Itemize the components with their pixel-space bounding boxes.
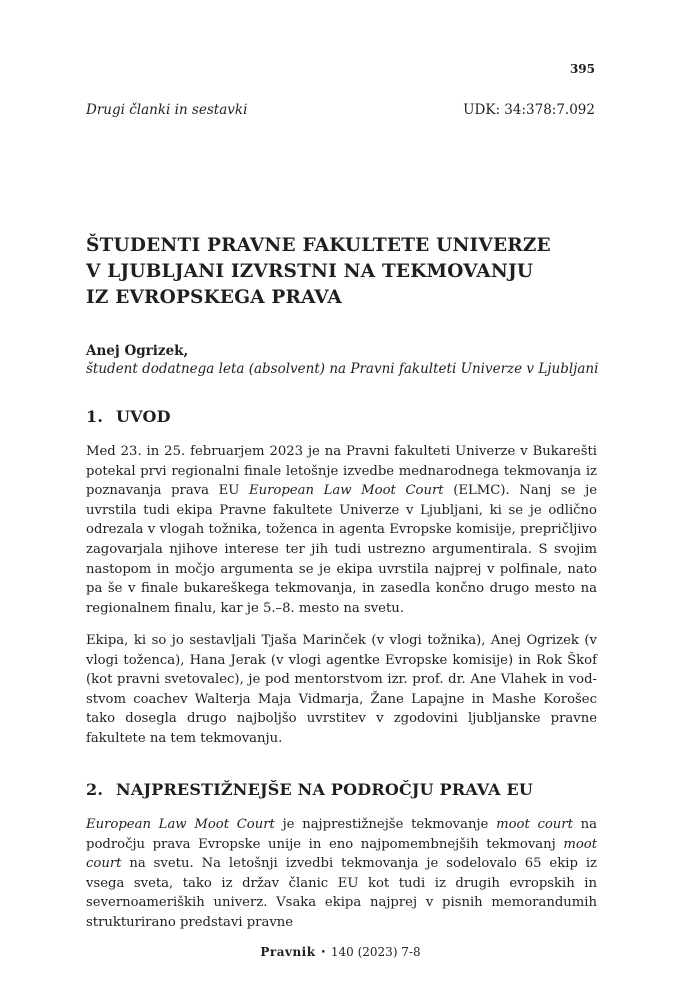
section-number: 2. [86,780,104,799]
title-line: V LJUBLJANI IZVRSTNI NA TEKMOVANJU [86,261,534,282]
italic-term: European Law Moot Court [249,483,444,499]
section-heading-2 [86,780,533,799]
running-header-udk: UDK: 34:378:7.092 [463,102,595,118]
paragraph [86,815,597,933]
article-title [86,233,606,311]
section-number: 1. [86,407,104,426]
title-line: ŠTUDENTI PRAVNE FAKULTETE UNIVERZE [86,235,551,256]
italic-term: moot court [496,817,573,832]
journal-name: Pravnik [260,945,316,959]
page-footer [0,945,681,959]
footer-separator: • [320,948,326,958]
title-line: IZ EVROPSKEGA PRAVA [86,287,342,308]
text-run: Med 23. in 25. februarjem 2023 je na Pravni fakulteti Univerze v Bukarešti potekal prvi regionalni finale letošnje izvedbe mednarodnega tekmovanja iz poznavanja prava EU [86,444,597,499]
text-run: Ekipa, ki so jo sestavljali Tjaša Marinček (v vlogi tožnika), Anej Ogrizek (v vlogi toženca), Hana Jerak (v vlogi agentke Evropske komisije) in Rok Škof (kot pravni svetovalec), je pod mentorstvom izr. prof. dr. Ane Vlahek in vodstvom coachev Walterja Maja Vidmarja, Žane Lapajne in Mashe Korošec tako dosegla drugo najboljšo uvrstitev v zgodovini ljubljanske pravne fakultete na tem tekmovanju. [86,633,597,746]
italic-term: European Law Moot Court [86,817,275,832]
text-run: na svetu. Na letošnji izvedbi tekmovanja je sodelovalo 65 ekip iz vsega sveta, tako iz držav članic EU kot tudi iz drugih evropskih in severnoameriških univerz. Vsaka ekipa najprej v pisnih memorandumih strukturirano predstavi pravne [86,856,597,930]
paragraph [86,442,597,618]
text-run: je najprestižnejše tekmovanje [274,817,497,832]
author-affiliation: študent dodatnega leta (absolvent) na Pravni fakulteti Univerze v Ljubljani [86,361,599,377]
text-run: na področju prava Evropske unije in eno najpomembnejših tekmovanj [86,817,597,852]
section-heading-1 [86,407,171,426]
running-header-section: Drugi članki in sestavki [86,102,248,118]
paragraph [86,631,597,749]
author-name: Anej Ogrizek, [86,343,189,359]
section-title: UVOD [116,407,171,426]
journal-issue: 140 (2023) 7-8 [330,945,421,959]
italic-term: moot court [86,836,597,872]
text-run: (ELMC). Nanj se je uvrstila tudi ekipa Pravne fakultete Univerze v Ljubljani, ki se je odlično odrezala v vlogah tožnika, toženca in agenta Evropske komisije, prepričljivo zagovarjala njihove interese ter jih tudi ustrezno argumentirala. S svojim nastopom in močjo argumenta se je ekipa uvrstila najprej v polfinale, nato pa še v finale bukareškega tekmovanja, in zasedla končno drugo mesto na regionalnem finalu, kar je 5.–8. mesto na svetu. [86,483,597,616]
page-number: 395 [569,62,595,76]
section-title: NAJPRESTIŽNEJŠE NA PODROČJU PRAVA EU [116,780,534,799]
